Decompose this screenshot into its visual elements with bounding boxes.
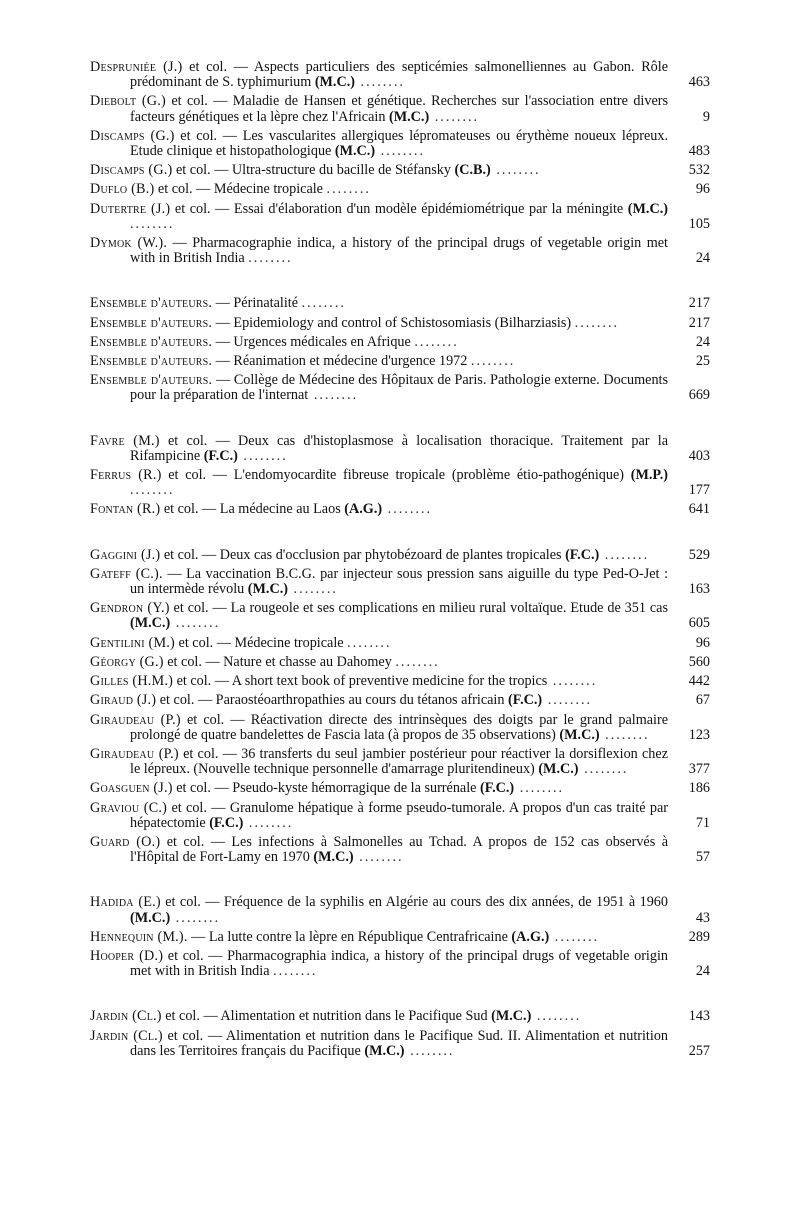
entry-content [90, 713, 668, 743]
entry-content [90, 129, 668, 159]
letter-group [90, 548, 710, 866]
entry-author: Hennequin (M.). [90, 928, 188, 945]
entry-author: Despruniée (J.) [90, 59, 183, 75]
index-entry [90, 713, 710, 743]
entry-code: (C.B.) [454, 162, 491, 179]
entry-author: Ferrus (R.) [90, 467, 162, 484]
index-entry [90, 94, 710, 124]
entry-code: (A.G.) [511, 928, 550, 945]
page-number: 25 [695, 353, 710, 370]
entry-title: — Urgences médicales en Afrique [212, 333, 415, 350]
leader-dots: ........ [514, 780, 565, 797]
leader-dots: ........ [326, 181, 371, 198]
page-number: 143 [688, 1008, 710, 1025]
entry-title: — Collège de Médecine des Hôpitaux de Paris. Pathologie externe. Documents pour la préparation de l'internat [130, 372, 669, 404]
page-number: 24 [695, 963, 710, 980]
entry-code: (M.C.) [627, 200, 668, 217]
entry-author: Ensemble d'auteurs. [90, 353, 213, 370]
entry-content [90, 94, 668, 124]
entry-title: — Réanimation et médecine d'urgence 1972 [212, 353, 471, 370]
entry-code: (M.C.) [313, 849, 354, 866]
index-entry [90, 354, 710, 369]
entry-content [90, 1009, 668, 1024]
entry-author: Goasguen (J.) [90, 780, 173, 797]
entry-code: (M.C.) [334, 143, 376, 160]
entry-author: Jardin (Cl.) [90, 1027, 163, 1044]
page-number: 67 [695, 692, 710, 709]
entry-code: (M.C.) [314, 74, 355, 91]
entry-content [90, 468, 668, 498]
entry-content [90, 434, 668, 464]
entry-content [90, 781, 668, 796]
page-number: 669 [688, 387, 710, 404]
index-list [90, 60, 710, 1063]
leader-dots: ........ [355, 74, 405, 91]
entry-title: et col. — Nature et chasse au Dahomey [163, 653, 396, 670]
leader-dots: ........ [599, 546, 650, 563]
page-number: 529 [688, 546, 710, 563]
entry-author: Gaggini (J.) [90, 546, 161, 563]
leader-dots: ........ [287, 581, 338, 598]
entry-title: et col. — Réactivation directe des intrinsèques des doigts par le grand palmaire prolongé de quatre bandelettes de Fascia lata (à propos de 35 observations) [130, 711, 668, 743]
page-number: 560 [688, 653, 710, 670]
index-entry [90, 60, 710, 90]
entry-title: — Epidemiology and control of Schistosomiasis (Bilharziasis) [212, 314, 575, 331]
entry-title: et col. — Alimentation et nutrition dans le Pacifique Sud. II. Alimentation et nutrition dans les Territoires français du Pacifique [130, 1027, 669, 1059]
entry-code: (M.C.) [559, 726, 600, 743]
letter-group [90, 434, 710, 518]
entry-code: (F.C.) [565, 546, 600, 563]
page-number: 483 [688, 143, 710, 160]
leader-dots: ........ [599, 726, 650, 743]
index-entry [90, 502, 710, 517]
entry-content [90, 895, 668, 925]
entry-author: Géorgy (G.) [90, 653, 164, 670]
entry-code: (M.C.) [538, 761, 579, 778]
index-entry [90, 236, 710, 266]
index-entry [90, 693, 710, 708]
entry-content [90, 1029, 668, 1059]
index-entry [90, 567, 710, 597]
leader-dots: ........ [531, 1008, 582, 1025]
index-entry [90, 781, 710, 796]
entry-author: Giraudeau (P.) [90, 711, 181, 728]
entry-title: et col. — Deux cas d'histoplasmose à localisation thoracique. Traitement par la Rifampicine [130, 432, 668, 464]
entry-code: (M.C.) [130, 615, 171, 632]
entry-author: Ensemble d'auteurs. [90, 333, 213, 350]
entry-author: Gendron (Y.) [90, 600, 170, 617]
index-entry [90, 163, 710, 178]
entry-title: et col. — La rougeole et ses complications en milieu rural voltaïque. Etude de 351 cas [169, 600, 668, 617]
leader-dots: ........ [301, 295, 346, 312]
index-entry [90, 335, 710, 350]
index-entry [90, 835, 710, 865]
page-number: 217 [688, 314, 710, 331]
entry-content [90, 236, 668, 266]
entry-author: Hadida (E.) [90, 894, 161, 911]
entry-content [90, 354, 668, 369]
entry-author: Ensemble d'auteurs. [90, 295, 213, 312]
letter-group [90, 296, 710, 403]
leader-dots: ........ [130, 482, 175, 499]
entry-author: Giraudeau (P.) [90, 745, 179, 762]
entry-title: et col. — La médecine au Laos [160, 501, 345, 518]
leader-dots: ........ [237, 447, 288, 464]
page-number: 289 [688, 928, 710, 945]
index-entry [90, 747, 710, 777]
page-number: 24 [695, 333, 710, 350]
entry-content [90, 949, 668, 979]
entry-content [90, 335, 668, 350]
entry-content [90, 747, 668, 777]
entry-author: Gateff (C.). [90, 565, 163, 582]
entry-content [90, 655, 668, 670]
leader-dots: ........ [578, 761, 629, 778]
page-number: 377 [688, 761, 710, 778]
page-number: 163 [688, 581, 710, 598]
entry-title: et col. — A short text book of preventive medicine for the tropics [173, 673, 548, 690]
entry-content [90, 502, 668, 517]
letter-group [90, 1009, 710, 1059]
page-number: 96 [695, 181, 710, 198]
entry-code: (M.P.) [630, 467, 669, 484]
leader-dots: ........ [574, 314, 620, 331]
entry-content [90, 693, 668, 708]
entry-code: (F.C.) [209, 814, 244, 831]
entry-title: — Pharmacographie indica, a history of the principal drugs of vegetable origin met with in British India [130, 235, 668, 267]
entry-author: Dymok (W.). [90, 235, 168, 252]
letter-group [90, 895, 710, 979]
index-entry [90, 182, 710, 197]
leader-dots: ........ [429, 108, 480, 125]
entry-code: (M.C.) [491, 1008, 532, 1025]
page-number: 463 [688, 74, 710, 91]
index-entry [90, 468, 710, 498]
page-number: 186 [688, 780, 710, 797]
entry-author: Diebolt (G.) [90, 93, 166, 110]
leader-dots: ........ [353, 849, 404, 866]
index-entry [90, 655, 710, 670]
index-entry [90, 373, 710, 403]
index-entry [90, 316, 710, 331]
entry-author: Discamps (G.) [90, 127, 175, 144]
entry-title: et col. — Deux cas d'occlusion par phytobézoard de plantes tropicales [160, 546, 566, 563]
leader-dots: ........ [375, 143, 425, 160]
entry-title: et col. — Maladie de Hansen et génétique. Recherches sur l'association entre divers facteurs génétiques et la lèpre chez l'Africain [130, 93, 668, 125]
page-number: 9 [702, 108, 710, 125]
leader-dots: ........ [170, 615, 221, 632]
entry-title: — Périnatalité [212, 295, 302, 312]
entry-content [90, 636, 668, 651]
leader-dots: ........ [470, 353, 516, 370]
page-number: 71 [695, 814, 710, 831]
page-number: 532 [688, 162, 710, 179]
leader-dots: ........ [490, 162, 541, 179]
index-entry [90, 601, 710, 631]
index-entry [90, 949, 710, 979]
index-entry [90, 1029, 710, 1059]
leader-dots: ........ [273, 963, 318, 980]
page-number: 43 [695, 909, 710, 926]
entry-author: Graviou (C.) [90, 799, 168, 816]
index-entry [90, 674, 710, 689]
entry-content [90, 835, 668, 865]
leader-dots: ........ [243, 814, 294, 831]
entry-author: Fontan (R.) [90, 501, 161, 518]
entry-code: (F.C.) [203, 447, 238, 464]
entry-content [90, 296, 668, 311]
entry-title: et col. — Pharmacographia indica, a history of the principal drugs of vegetable origin met with in British India [130, 947, 668, 980]
leader-dots: ........ [395, 653, 440, 670]
leader-dots: ........ [170, 909, 221, 926]
index-entry [90, 895, 710, 925]
page-number: 217 [688, 295, 710, 312]
entry-title: — La vaccination B.C.G. par injecteur sous pression sans aiguille du type Ped-O-Jet : un intermède révolu [130, 565, 669, 598]
page-number: 105 [688, 215, 710, 232]
entry-author: Ensemble d'auteurs. [90, 372, 213, 389]
entry-author: Giraud (J.) [90, 692, 157, 709]
entry-code: (A.G.) [344, 501, 383, 518]
entry-author: Favre (M.) [90, 432, 160, 449]
entry-title: et col. — L'endomyocardite fibreuse tropicale (problème étio-pathogénique) [161, 467, 631, 484]
page-number: 257 [688, 1042, 710, 1059]
index-entry [90, 548, 710, 563]
leader-dots: ........ [549, 928, 600, 945]
entry-title: et col. — Paraostéoarthropathies au cours du tétanos africain [156, 692, 508, 709]
page-number: 96 [695, 634, 710, 651]
page-number: 605 [688, 615, 710, 632]
page-number: 24 [695, 250, 710, 267]
leader-dots: ........ [130, 215, 175, 232]
entry-content [90, 567, 668, 597]
entry-code: (M.C.) [388, 108, 430, 125]
index-entry [90, 930, 710, 945]
entry-content [90, 601, 668, 631]
entry-code: (M.C.) [247, 581, 288, 598]
entry-author: Gilles (H.M.) [90, 673, 174, 690]
leader-dots: ........ [414, 333, 459, 350]
index-entry [90, 129, 710, 159]
entry-content [90, 674, 668, 689]
leader-dots: ........ [308, 387, 359, 404]
leader-dots: ........ [382, 501, 433, 518]
index-entry [90, 434, 710, 464]
entry-title: et col. — Les vascularites allergiques lépromateuses ou érythème noueux lépreux. Etude clinique et histopathologique [130, 127, 668, 160]
leader-dots: ........ [542, 692, 593, 709]
page-number: 123 [688, 726, 710, 743]
entry-content [90, 316, 668, 331]
page-number: 403 [688, 447, 710, 464]
entry-title: — La lutte contre la lèpre en République Centrafricaine [187, 928, 512, 945]
entry-content [90, 60, 668, 90]
page-number: 57 [695, 849, 710, 866]
entry-title: et col. — Pseudo-kyste hémorragique de la surrénale [172, 780, 480, 797]
entry-title: et col. — Granulome hépatique à forme pseudo-tumorale. A propos d'un cas traité par hépatectomie [130, 799, 669, 831]
entry-content [90, 202, 668, 232]
page-number: 641 [688, 501, 710, 518]
entry-title: et col. — 36 transferts du seul jambier postérieur pour réactiver la dorsiflexion chez le lépreux. (Nouvelle technique personnelle d'amarrage pluritendineux) [130, 745, 668, 778]
entry-author: Hooper (D.) [90, 947, 164, 964]
index-entry [90, 1009, 710, 1024]
index-entry [90, 202, 710, 232]
entry-author: Ensemble d'auteurs. [90, 314, 213, 331]
entry-author: Gentilini (M.) [90, 634, 175, 651]
entry-author: Guard (O.) [90, 833, 161, 850]
page-number: 177 [688, 482, 710, 499]
leader-dots: ........ [404, 1042, 455, 1059]
entry-title: et col. — Alimentation et nutrition dans le Pacifique Sud [161, 1008, 492, 1025]
entry-title: et col. — Essai d'élaboration d'un modèle épidémiométrique par la méningite [170, 200, 628, 217]
entry-title: et col. — Ultra-structure du bacille de Stéfansky [172, 162, 455, 179]
index-entry [90, 296, 710, 311]
entry-title: et col. — Aspects particuliers des septicémies salmonelliennes au Gabon. Rôle prédominant de S. typhimurium [130, 59, 668, 91]
leader-dots: ........ [248, 250, 293, 267]
entry-title: et col. — Fréquence de la syphilis en Algérie au cours des dix années, de 1951 à 1960 [160, 894, 668, 911]
entry-title: et col. — Les infections à Salmonelles au Tchad. A propos de 152 cas observés à l'Hôpital de Fort-Lamy en 1970 [130, 833, 668, 866]
leader-dots: ........ [347, 634, 392, 651]
entry-title: et col. — Médecine tropicale [154, 181, 327, 198]
entry-code: (M.C.) [364, 1042, 405, 1059]
entry-author: Dutertre (J.) [90, 200, 171, 217]
entry-code: (M.C.) [130, 909, 171, 926]
entry-content [90, 548, 668, 563]
entry-author: Jardin (Cl.) [90, 1008, 162, 1025]
leader-dots: ........ [547, 673, 598, 690]
entry-author: Duflo (B.) [90, 181, 155, 198]
entry-content [90, 182, 668, 197]
entry-code: (F.C.) [508, 692, 543, 709]
entry-title: et col. — Médecine tropicale [174, 634, 348, 651]
index-entry [90, 636, 710, 651]
entry-code: (F.C.) [480, 780, 515, 797]
letter-group [90, 60, 710, 266]
entry-content [90, 373, 668, 403]
entry-content [90, 163, 668, 178]
entry-author: Discamps (G.) [90, 162, 173, 179]
page-number: 442 [688, 673, 710, 690]
entry-content [90, 801, 668, 831]
index-entry [90, 801, 710, 831]
entry-content [90, 930, 668, 945]
